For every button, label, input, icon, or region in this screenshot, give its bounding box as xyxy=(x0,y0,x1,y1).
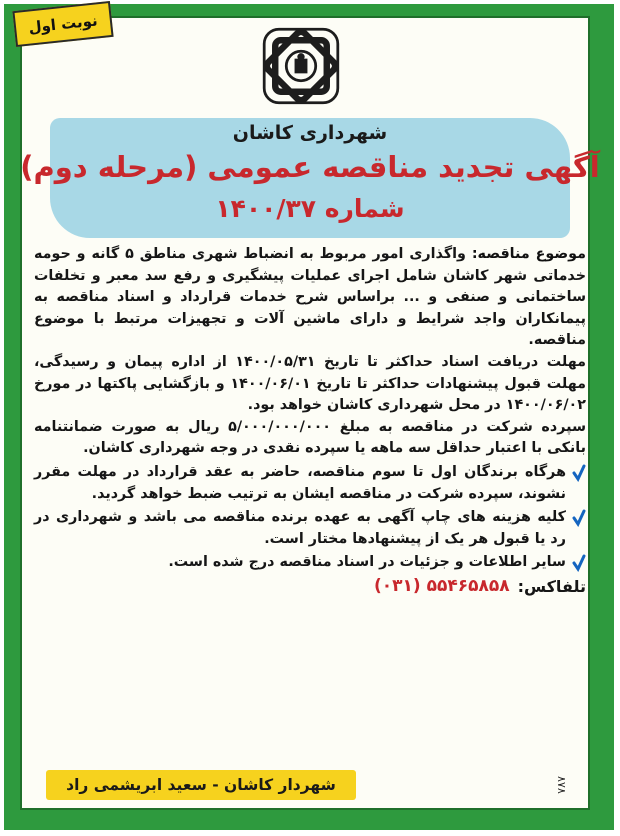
subject-text: واگذاری امور مربوط به انضباط شهری مناطق ۵ گانه و حومه خدماتی شهر کاشان شامل اجرای عملیات پیشگیری و رفع سد معبر و تخلفات ساختمانی و صنفی و ... براساس شرح خدمات قرارداد و اسناد مناقصه به پیمانکاران واجد شرایط و دارای ماشین آلات و تجهیزات مرتبط با موضوع مناقصه. xyxy=(34,246,586,349)
serial-number: ۸۷۸ xyxy=(555,776,568,794)
list-item xyxy=(34,462,586,505)
list-item xyxy=(34,507,586,550)
check-mark-icon xyxy=(572,464,586,482)
signature: شهردار کاشان - سعید ابریشمی راد xyxy=(46,770,356,800)
deadline-paragraph: مهلت دریافت اسناد حداکثر تا تاریخ ۱۴۰۰/۰۵/۳۱ از اداره پیمان و رسیدگی، مهلت قبول پیشنهادات حداکثر تا تاریخ ۱۴۰۰/۰۶/۰۱ و بازگشایی پاکتها در مورخ ۱۴۰۰/۰۶/۰۲ در محل شهرداری کاشان خواهد بود. xyxy=(34,353,586,414)
bullet-text: کلیه هزینه های چاپ آگهی به عهده برنده مناقصه می باشد و شهرداری در رد یا قبول هر یک از پیشنهادها مختار است. xyxy=(34,509,566,547)
phone-number: (۰۳۱) ۵۵۴۶۵۸۵۸ xyxy=(374,575,510,596)
check-mark-icon xyxy=(572,554,586,572)
subject-label: موضوع مناقصه: xyxy=(471,246,586,262)
phone-line xyxy=(34,576,586,598)
phone-label: تلفاکس: xyxy=(517,576,586,596)
bullet-text: سایر اطلاعات و جزئیات در اسناد مناقصه درج شده است. xyxy=(168,554,566,571)
subject-paragraph xyxy=(34,244,586,352)
bullet-text: هرگاه برندگان اول تا سوم مناقصه، حاضر به عقد قرارداد در مهلت مقرر نشوند، سپرده شرکت در مناقصه ایشان به ترتیب ضبط خواهد گردید. xyxy=(34,463,566,502)
ad-body xyxy=(34,244,586,598)
ad-number: شماره ۱۴۰۰/۳۷ xyxy=(215,194,405,223)
deposit-paragraph: سپرده شرکت در مناقصه به مبلغ ۵/۰۰۰/۰۰۰/۰۰۰ ریال به صورت ضمانتنامه بانکی با اعتبار حداقل سه ماهه یا سپرده نقدی در وجه شهرداری کاشان. xyxy=(34,418,587,457)
list-item xyxy=(34,552,586,574)
check-mark-icon xyxy=(572,509,586,527)
org-name: شهرداری کاشان xyxy=(232,122,388,144)
ad-title: آگهی تجدید مناقصه عمومی (مرحله دوم) xyxy=(20,150,600,184)
municipality-emblem-icon xyxy=(255,20,347,112)
round-badge-label: نوبت اول xyxy=(27,11,99,37)
